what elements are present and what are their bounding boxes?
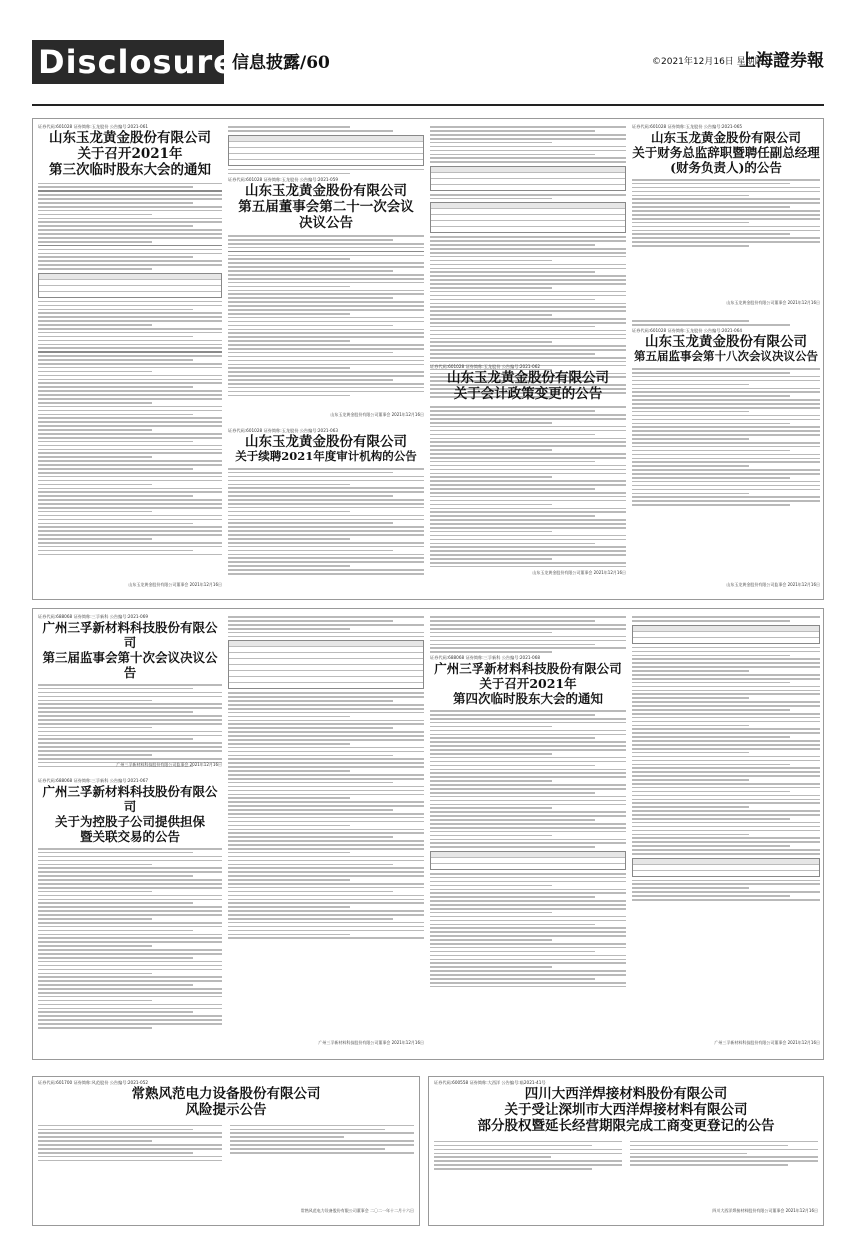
announcement-yulong-board-resolution <box>228 124 424 424</box>
announcement-stamp: 广州三孚新材料科技股份有限公司监事会 2021年12月16日 <box>116 762 222 767</box>
announcement-title-line: 山东玉龙黄金股份有限公司 <box>245 434 407 450</box>
announcement-title-line: 广州三孚新材料科技股份有限公司 <box>434 661 622 677</box>
announcement-stamp: 山东玉龙黄金股份有限公司董事会 2021年12月16日 <box>532 569 626 575</box>
continued-text <box>228 126 424 174</box>
announcement-stamp: 广州三孚新材料科技股份有限公司董事会 2021年12月16日 <box>714 1040 820 1045</box>
financial-table <box>228 640 424 689</box>
announcement-meta: 证券代码:601028 证券简称:玉龙股份 公告编号:2021-062 <box>430 364 541 369</box>
announcement-body <box>632 179 820 247</box>
announcement-body <box>430 710 626 987</box>
data-table <box>632 858 820 877</box>
announcement-body <box>228 468 424 575</box>
continued-text <box>632 320 820 325</box>
announcement-body <box>434 1139 818 1172</box>
announcement-title-line: 暨关联交易的公告 <box>79 829 180 844</box>
announcement-stamp: 山东玉龙黄金股份有限公司董事会 2021年12月16日 <box>726 300 820 305</box>
data-table <box>632 625 820 644</box>
announcement-fanfeng-risk <box>38 1080 414 1222</box>
newspaper-name: 上海證券報 <box>739 51 824 71</box>
announcement-stamp: 广州三孚新材料科技股份有限公司董事会 2021年12月16日 <box>318 1040 424 1045</box>
announcement-yulong-auditor-renewal <box>228 428 424 594</box>
announcement-title-line: 部分股权暨延长经营期限完成工商变更登记的公告 <box>477 1118 775 1135</box>
data-table <box>228 135 424 166</box>
announcement-sanfu-egm-notice-continued <box>632 614 820 1054</box>
data-table <box>430 851 626 870</box>
announcement-title-line: 关于召开2021年 <box>77 146 183 163</box>
announcement-yulong-accounting-policy <box>430 124 626 594</box>
announcement-meta: 证券代码:601028 证券简称:玉龙股份 公告编号:2021-065 <box>632 124 743 129</box>
announcement-body <box>38 183 222 556</box>
issue-date: ©2021年12月16日 星期四 <box>652 57 764 67</box>
announcement-title-line: 关于召开2021年 <box>479 676 577 692</box>
announcement-title-line: 山东玉龙黄金股份有限公司 <box>650 130 801 145</box>
announcement-title-line: 第三届监事会第十次会议决议公告 <box>42 650 218 680</box>
announcement-title-line: 广州三孚新材料科技股份有限公司 <box>42 784 218 814</box>
announcement-title-line: 山东玉龙黄金股份有限公司 <box>245 182 407 199</box>
section-title: 信息披露/60 <box>232 53 330 73</box>
announcement-title-line: 四川大西洋焊接材料股份有限公司 <box>524 1086 728 1102</box>
announcement-sanfu-egm-notice <box>430 614 626 1054</box>
announcement-meta: 证券代码:688068 证券简称:三孚新科 公告编号:2021-068 <box>430 655 541 661</box>
announcement-title-line: 山东玉龙黄金股份有限公司 <box>49 130 211 146</box>
announcement-sanfu-supervisory-resolution <box>38 614 222 774</box>
continued-text <box>632 616 820 900</box>
announcement-title-line: 第五届监事会第十八次会议决议公告 <box>634 349 818 364</box>
announcement-yulong-egm-notice <box>38 124 222 594</box>
disclosure-logo: Disclosure <box>32 40 224 84</box>
announcement-title-line: 山东玉龙黄金股份有限公司 <box>447 370 609 386</box>
announcement-title-line: 决议公告 <box>299 214 353 231</box>
announcement-sanfu-guarantee <box>38 778 222 1054</box>
announcement-body <box>228 235 424 396</box>
announcement-atlantic-equity-transfer <box>434 1080 818 1222</box>
header-rule <box>32 104 824 106</box>
announcement-title-line: 关于财务总监辞职暨聘任副总经理 <box>632 145 820 160</box>
announcement-sanfu-guarantee-continued <box>228 614 424 1054</box>
announcement-title-line: 第三次临时股东大会的通知 <box>49 162 211 179</box>
announcement-title-line: 山东玉龙黄金股份有限公司 <box>645 334 807 351</box>
announcement-stamp: 山东玉龙黄金股份有限公司董事会 2021年12月16日 <box>330 412 424 417</box>
continued-text <box>228 616 424 939</box>
data-table <box>38 273 222 298</box>
announcement-title-line: 常熟风范电力设备股份有限公司 <box>131 1086 321 1102</box>
announcement-body <box>38 1122 414 1163</box>
announcement-stamp: 山东玉龙黄金股份有限公司董事会 2021年12月16日 <box>128 582 222 587</box>
announcement-body <box>38 848 222 1029</box>
announcement-title-line: 关于受让深圳市大西洋焊接材料有限公司 <box>504 1102 748 1119</box>
announcement-body <box>632 368 820 506</box>
continued-text <box>430 616 626 653</box>
announcement-meta: 证券代码:601028 证券简称:玉龙股份 公告编号:2021-061 <box>38 124 149 129</box>
announcement-title-line: 广州三孚新材料科技股份有限公司 <box>42 620 218 650</box>
announcement-yulong-cfo-change <box>632 124 820 312</box>
continued-text <box>430 126 626 397</box>
announcement-meta: 证券代码:688068 证券简称:三孚新科 公告编号:2021-069 <box>38 614 149 619</box>
announcement-title-line: 第四次临时股东大会的通知 <box>452 691 603 707</box>
announcement-stamp: 常熟风范电力设备股份有限公司董事会 二〇二一年十二月十六日 <box>300 1208 414 1213</box>
data-table <box>430 202 626 233</box>
announcement-stamp: 山东玉龙黄金股份有限公司监事会 2021年12月16日 <box>726 582 820 587</box>
announcement-stamp: 四川大西洋焊接材料股份有限公司董事会 2021年12月16日 <box>712 1208 818 1213</box>
data-table <box>430 166 626 191</box>
announcement-body <box>430 406 626 567</box>
masthead <box>32 38 824 86</box>
announcement-meta: 证券代码:601028 证券简称:玉龙股份 公告编号:2021-059 <box>228 176 339 182</box>
announcement-yulong-supervisory-resolution <box>632 318 820 594</box>
announcement-meta: 证券代码:601028 证券简称:玉龙股份 公告编号:2021-064 <box>632 328 743 334</box>
announcement-title-line: 关于为控股子公司提供担保 <box>54 814 205 829</box>
announcement-meta: 证券代码:688068 证券简称:三孚新科 公告编号:2021-067 <box>38 778 149 783</box>
announcement-title-line: 关于续聘2021年度审计机构的公告 <box>235 449 417 464</box>
announcement-title-line: 关于会计政策变更的公告 <box>453 386 603 403</box>
announcement-title-line: 第五届董事会第二十一次会议 <box>238 198 414 215</box>
announcement-meta: 证券代码:600558 证券简称:大西洋 公告编号:临2021-41号 <box>434 1080 546 1085</box>
announcement-title-line: 风险提示公告 <box>185 1102 267 1119</box>
announcement-meta: 证券代码:601700 证券简称:风范股份 公告编号:2021-052 <box>38 1080 149 1085</box>
announcement-meta: 证券代码:601028 证券简称:玉龙股份 公告编号:2021-063 <box>228 428 339 433</box>
announcement-title-line: (财务负责人)的公告 <box>670 160 782 175</box>
announcement-body <box>38 684 222 767</box>
